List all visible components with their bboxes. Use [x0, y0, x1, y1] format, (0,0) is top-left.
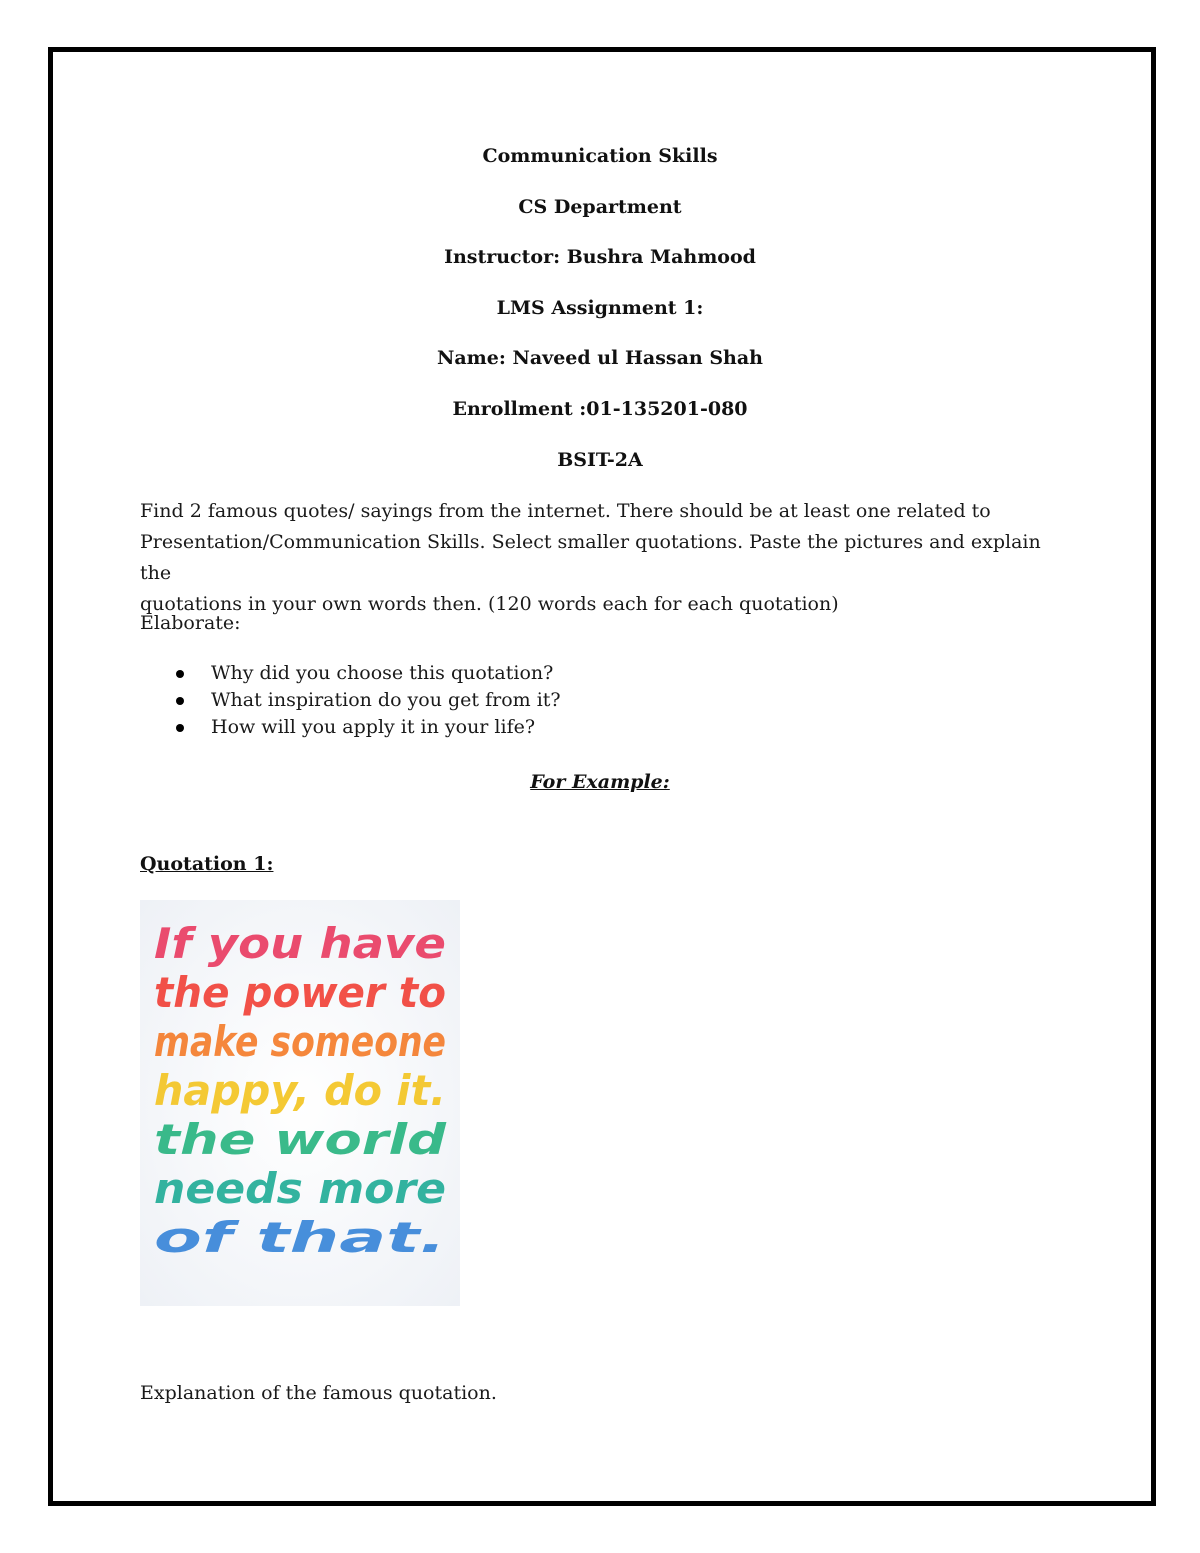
elaborate-list: [140, 660, 561, 741]
course-title: Communication Skills: [482, 145, 718, 167]
explanation-text: Explanation of the famous quotation.: [140, 1382, 497, 1404]
example-heading: For Example:: [530, 771, 670, 793]
quotation-1-image: [140, 900, 460, 1306]
section-line: BSIT-2A: [557, 449, 643, 471]
list-item: [140, 687, 561, 714]
student-name-line: Name: Naveed ul Hassan Shah: [437, 347, 763, 369]
instructions-line-1: Find 2 famous quotes/ sayings from the internet. There should be at least one related to: [140, 500, 991, 522]
list-item: [140, 714, 561, 741]
department-line: CS Department: [518, 196, 682, 218]
quote-image-line: needs more: [154, 1164, 446, 1213]
instructor-line: Instructor: Bushra Mahmood: [444, 246, 756, 268]
instructions-line-2: Presentation/Communication Skills. Select smaller quotations. Paste the pictures and explain the: [140, 531, 1041, 584]
instructions-paragraph: [140, 496, 1070, 620]
bullet-icon: [176, 697, 184, 705]
enrollment-line: Enrollment :01-135201-080: [452, 398, 748, 420]
quote-image-line: happy, do it.: [154, 1066, 446, 1115]
list-item: [140, 660, 561, 687]
list-item-text: How will you apply it in your life?: [211, 716, 536, 738]
quote-image-line: the world: [154, 1115, 448, 1164]
quotation-1-heading: Quotation 1:: [140, 853, 274, 875]
quote-image-line: If you have: [154, 919, 446, 968]
quote-image-line: of that.: [154, 1213, 446, 1262]
quote-image-line: make someone: [154, 1017, 446, 1066]
assignment-line: LMS Assignment 1:: [496, 297, 704, 319]
elaborate-label: Elaborate:: [140, 612, 241, 634]
list-item-text: Why did you choose this quotation?: [211, 662, 554, 684]
list-item-text: What inspiration do you get from it?: [211, 689, 561, 711]
quote-image-line: the power to: [154, 968, 446, 1017]
bullet-icon: [176, 670, 184, 678]
instructions-line-3: quotations in your own words then. (120 words each for each quotation): [140, 593, 839, 615]
bullet-icon: [176, 724, 184, 732]
